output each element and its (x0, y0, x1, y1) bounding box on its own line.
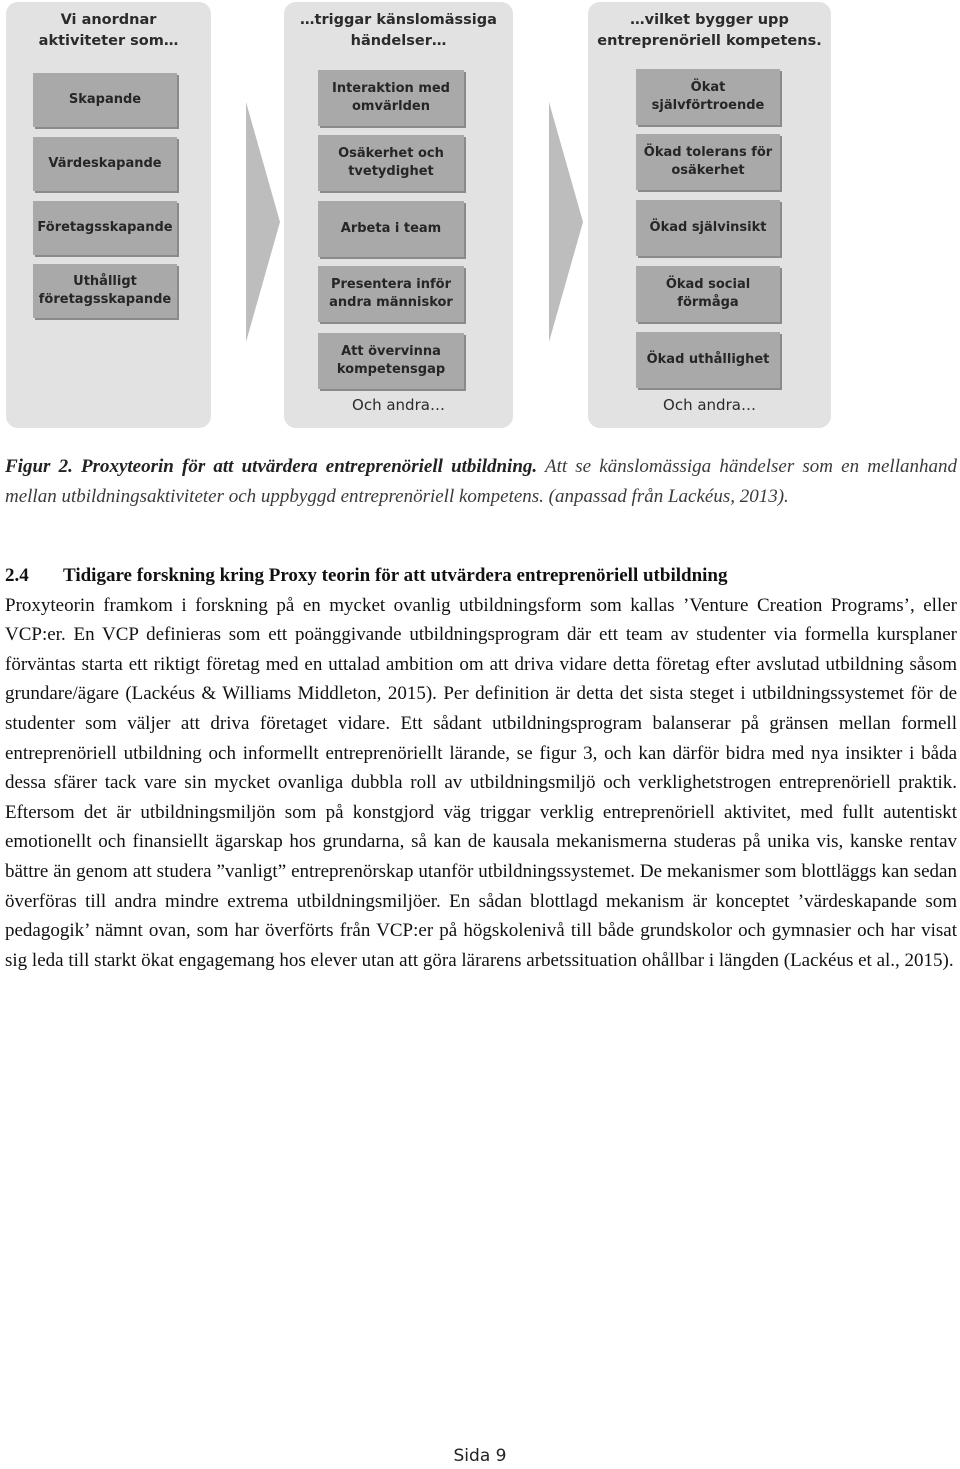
column-header: Vi anordnar aktiviteter som… (38, 12, 179, 49)
column-footer: Och andra… (352, 396, 445, 414)
event-box: Arbeta i team (318, 201, 464, 257)
activity-box: Uthålligt företagsskapande (33, 264, 177, 318)
proxy-theory-diagram (0, 0, 960, 440)
activity-box: Skapande (33, 73, 177, 127)
column-footer: Och andra… (663, 396, 756, 414)
section-title: Tidigare forskning kring Proxy teorin för att utvärdera entreprenöriell utbildning (63, 565, 728, 586)
competence-box: Ökat självförtroende (636, 69, 780, 125)
page-number: Sida 9 (453, 1446, 507, 1466)
activity-box: Värdeskapande (33, 137, 177, 191)
competence-box: Ökad uthållighet (636, 332, 780, 388)
column-header: …vilket bygger upp entreprenöriell kompetens. (597, 12, 822, 49)
event-box: Osäkerhet och tvetydighet (318, 135, 464, 191)
column-competence (588, 2, 831, 428)
event-box: Interaktion med omvärlden (318, 70, 464, 126)
activity-box: Företagsskapande (33, 201, 177, 255)
column-emotional-events (284, 2, 513, 428)
section-number: 2.4 (5, 565, 29, 586)
column-activities (6, 2, 211, 428)
section-body: Proxyteorin framkom i forskning på en mycket ovanlig utbildningsform som kallas ’Venture Creation Programs’, eller VCP:er. En VCP definieras som ett poänggivande utbildningsprogram där ett team av studenter via formella kursplaner förväntas starta ett riktigt företag med en uttalad ambition om att driva vidare detta företag efter avslutad utbildning såsom grundare/ägare (Lackéus & Williams Middleton, 2015). Per definition är detta det sista steget i utbildningssystemet för de studenter som väljer att driva företaget vidare. Ett sådant utbildningsprogram balanserar på gränsen mellan formell entreprenöriell utbildning och informellt entreprenöriellt lärande, se figur 3, och kan därför bidra med nya insikter i båda dessa sfärer tack vare sin mycket ovanliga dubbla roll av utbildningsmiljö och verklighetstrogen entreprenöriell praktik. Eftersom det är utbildningsmiljön som på konstgjord väg triggar verklig entreprenöriell aktivitet, med fullt autentiskt emotionellt och finansiellt ägarskap hos grundarna, så kan de kausala mekanismerna studeras på unika vis, kanske rentav bättre än genom att studera ”vanligt” entreprenörskap utanför utbildningssystemet. De mekanismer som blottläggs kan sedan överföras till andra mindre extrema utbildningsmiljöer. En sådan blottlagd mekanism är konceptet ’värdeskapande som pedagogik’ nämnt ovan, som har överförts från VCP:er på högskolenivå till både grundskolor och gymnasier och har visat sig leda till starkt ökat engagemang hos elever utan att göra lärarens arbetssituation ohållbar i längden (Lackéus et al., 2015). (5, 594, 957, 971)
section-2-4 (5, 561, 957, 975)
event-box: Presentera inför andra människor (318, 266, 464, 322)
section-heading (5, 561, 957, 591)
event-box: Att övervinna kompetensgap (318, 333, 464, 389)
caption-text: Att se känslomässiga händelser som en mellanhand mellan utbildningsaktiviteter och uppbyggd entreprenöriell kompetens. (anpassad från Lackéus, 2013). (5, 456, 957, 507)
column-header: …triggar känslomässiga händelser… (300, 12, 497, 49)
arrow-right-icon (549, 102, 583, 342)
caption-lead: Figur 2. Proxyteorin för att utvärdera entreprenöriell utbildning. (5, 456, 538, 477)
competence-box: Ökad social förmåga (636, 266, 780, 322)
competence-box: Ökad självinsikt (636, 200, 780, 256)
competence-box: Ökad tolerans för osäkerhet (636, 134, 780, 190)
arrow-right-icon (246, 102, 280, 342)
figure-caption (5, 452, 957, 511)
